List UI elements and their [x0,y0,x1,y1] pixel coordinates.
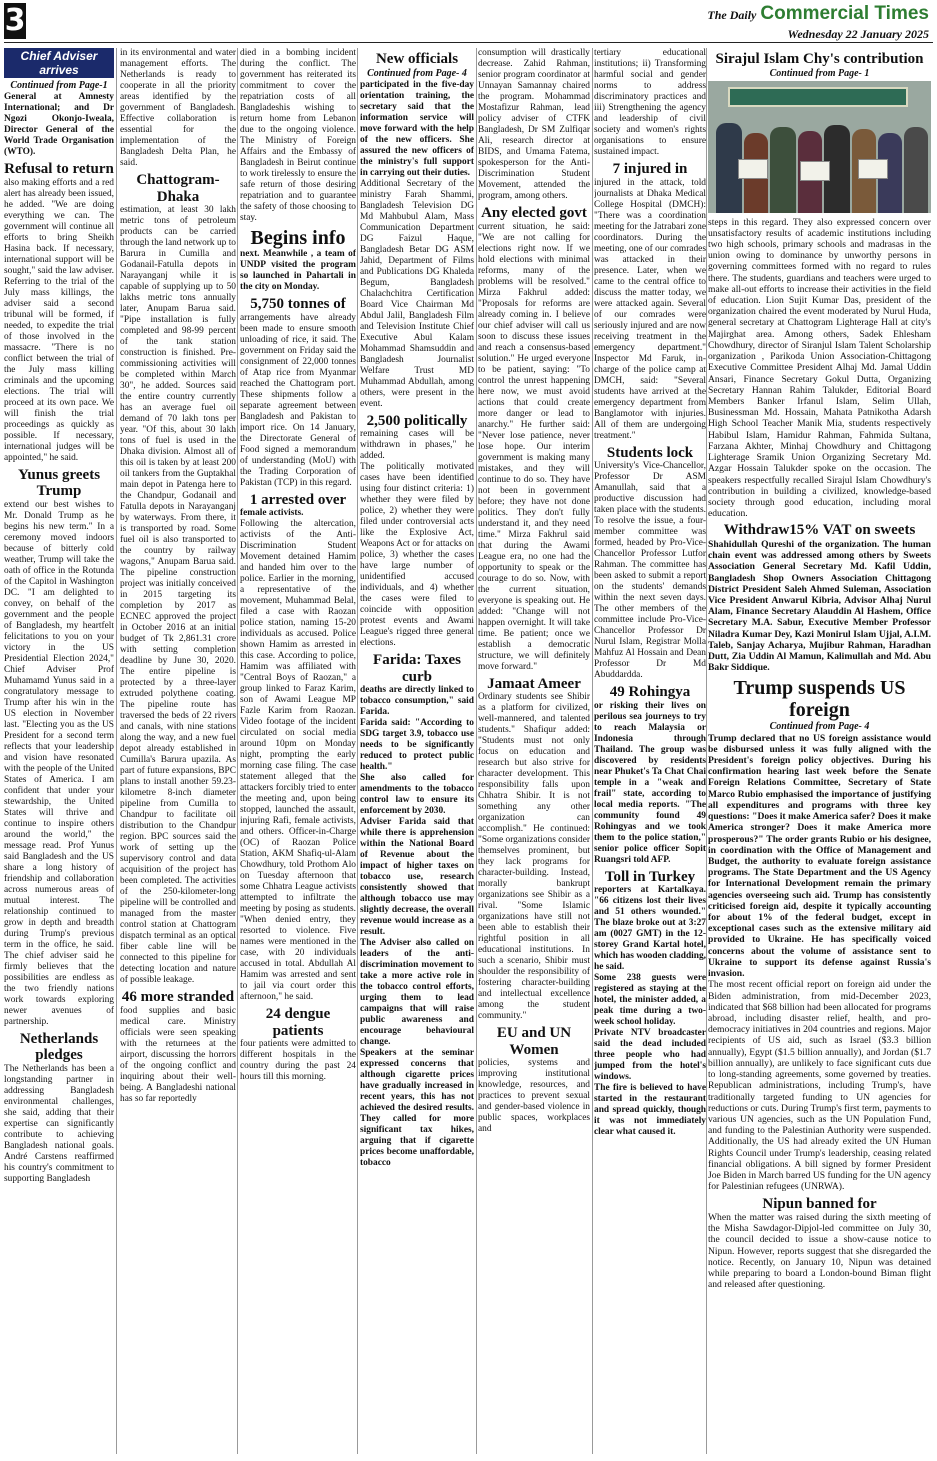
headline-chief-adviser: Chief Adviser arrives [4,48,114,78]
continued-label: Continued from Page- 4 [769,720,870,732]
article-text: When the matter was raised during the sixth meeting of the Misha Sawdagor-Dipjol-led committee on July 30, the council decided to issue a show-cause notice to Nipun. However, reports suggest that she disregarded the notice. Recently, on January 10, Nipun was detained while preparing to board a London-bound Biman flight and released after questioning. [708,1212,931,1291]
masthead [707,3,929,42]
article-text: remaining cases will be withdrawn in phases," he added. [360,429,474,461]
article-text: She also called for amendments to the tobacco control law to ensure its enforcement by 2030. [360,773,474,816]
article-text: Ordinary students see Shibir as a platform for civilized, well-mannered, and talented students." Shafiqur added: "Students must not only focus on education and research but also strive for character development. This responsibility falls upon Chhatra Shibir. It is not something any other organization can accomplish." He continued: "Some organizations consider themselves prominent, but they lack programs for character-building. Instead, morally bankrupt organizations see Shibir as a rival. "Some Islamic organizations have still not been able to establish their rightful position in all educational institutions. In such a scenario, Shibir must shoulder the responsibility of fostering character-building and intellectual excellence among the student community." [478,692,590,1021]
article-text: The fire is believed to have started in the restaurant and spread quickly, though it was not immediately clear what caused it. [594,1083,706,1137]
headline-politically: 2,500 politically [366,412,468,429]
article-text: arrangements have already been made to ensure smooth unloading of rice, it said. The government on Friday said the consignment of 22,000 tonnes of Atap rice from Myanmar reached the Chattogram port. These shipments follow a separate agreement between Bangladesh and Pakistan to import rice. On 14 January, the Directorate General of Food signed a memorandum of understanding (MoU) with the Trading Corporation of Pakistan (TCP) in this regard. [240,312,356,488]
article-text: Adviser Farida said that while there is apprehension within the National Board of Revenue about the impact of higher taxes on tobacco use, research consistently showed that although tobacco use may slightly decrease, the overall revenue would increase as a result. [360,817,474,937]
headline-yunus: Yunus greets Trump [17,466,101,499]
header-rule [4,42,933,43]
column-divider [357,48,358,1454]
headline-toll-turkey: Toll in Turkey [604,868,696,885]
column-divider [116,48,117,1454]
photo-certificate [738,159,768,179]
article-text: deaths are directly linked to tobacco consumption," said Farida. [360,685,474,717]
article-text: The most recent official report on foreign aid under the Biden administration, from mid-December 2023, indicated that $68 billion had been allocated for programs abroad, including disaster relief, health, and pro-democracy initiatives in 204 countries and regions. Major recipients of US aid, such as Israel ($3.3 billion annually), Egypt ($1.5 billion annually), and Jordan ($1.7 billion annually), are unlikely to face significant cuts due to long-standing agreements, some governed by treaties. Republican administrations, including Trump's, have traditionally targeted funding to UN agencies for reductions or cuts. During Trump's first term, payments to various UN agencies, such as the UN Population Fund, and funding to the Palestinian Authority were suspended. Additionally, the US had already exited the UN Human Rights Council under Trump's leadership, ceasing related financial obligations. A bill signed by former President Joe Biden in March barred US funding for the UN agency for Palestinian refugees (UNRWA). [708,979,931,1193]
article-text: Trump declared that no US foreign assistance would be disbursed unless it was fully aligned with the President's foreign policy objectives. During his confirmation hearing last week before the Senate Foreign Relations Committee, Secretary of State Marco Rubio emphasised the importance of justifying all expenditures and programs with three key questions: "Does it make America safer? Does it make America stronger? Does it make America more prosperous?" The order grants Rubio or his designee, in coordination with the Office of Management and Budget, the authority to evaluate foreign assistance programs. The State Department and the US Agency for International Development remain the primary agencies overseeing such aid. Trump has consistently criticised foreign aid, despite it typically accounting for about 1% of the federal budget, except in exceptional cases such as the extensive military aid provided to Ukraine. He has specifically voiced concerns about the volume of assistance sent to Ukraine to support its defense against Russia's invasion. [708,732,931,980]
headline-arrested: 1 arrested over [249,491,347,508]
article-text: extend our best wishes to Mr. Donald Trump as he begins his new term." In a ceremony moved indoors because of bitterly cold weather, Trump will take the oath of office in the Rotunda of the Capitol in Washington DC. "I am delighted to convey, on behalf of the government and the people of Bangladesh, my heartfelt felicitations to you on your victory in the US Presidential Election 2024," Chief Adviser Prof Muhamamd Yunus said in a congratulatory message to Trump after his win in the US election in November last. "Electing you as the US President for a second term reflects that your leadership and vision have resonated with the people of the United States of America. I am confident that under your stewardship, the United States will thrive and continue to inspire others around the world," the message read. Prof Yunus said Bangladesh and the US share a long history of friendship and collaboration across numerous areas of mutual interest. The relationship continued to grow in depth and breadth during Trump's previous term in the office, he said. The chief adviser said he firmly believes that the possibilities are endless as the two friendly nations work towards exploring newer avenues of partnership. [4,499,114,1027]
article-text: Shahidullah Qureshi of the organization. The human chain event was addressed among others by Sweets Association General Secretary Md. Kafil Uddin, Bangladesh Shop Owners Association Chittagong District President Saleh Ahmed Suleman, Association Vice President Anwarul Kibria, Advisor Alhaj Nurul Alam, Finance Secretary Alauddin Al Hashem, Office Secretary M.A. Sabur, Executive Member Professor Niladra Kumar Dey, Kazi Monirul Islam Ujjal, A.I.M. Taleb, Sanjay Acharya, Mujibur Rahman, Haradhan Dutt, Zia Uddin Al Mamun, Kalimullah and Md. Abu Bakr Siddique. [708,538,931,674]
column-7 [708,48,931,1454]
column-1 [4,48,114,1454]
article-text: General at Amnesty International; and Dr Ngozi Okonjo-Iweala, Director General of the World Trade Organisation (WTO). [4,92,114,157]
headline-netherlands: Netherlands pledges [19,1030,99,1063]
article-text: The Netherlands has been a longstanding partner in addressing Bangladesh environmental challenges, she said, adding that their expertise can significantly contribute to achieving Bangladesh national goals. André Carstens reaffirmed his country's commitment to supporting Bangladesh [4,1063,114,1184]
article-text: next. Meanwhile , a team of UNDP visited the program so launched in Pahartali in the city on Monday. [240,249,356,292]
article-text: in its environmental and water management efforts. The Netherlands is ready to cooperate in all the priority areas identified by the government of Bangladesh. Effective collaboration is essential for the implementation of the Bangladesh Delta Plan, he said. [120,48,236,168]
article-text: consumption will drastically decrease. Zahid Rahman, senior program coordinator at Unnayan Samannay chaired the program. Mohammad Mostafizur Rahman, lead policy adviser of CTFK Bangladesh, Dr SM Zulfiqar Ali, research director at BIDS, and Umama Fatema, spokesperson for the Anti-Discrimination Student Movement, attended the program, among others. [478,48,590,201]
headline-7-injured: 7 injured in [612,161,688,177]
headline-trump-suspends: Trump suspends US foreign [733,676,906,721]
article-text: Private NTV broadcaster said the dead included three people who had jumped from the hotel's windows. [594,1028,706,1082]
headline-refusal: Refusal to return [4,161,114,177]
headline-nipun: Nipun banned for [762,1195,877,1212]
photo-figure [770,127,796,213]
headline-rohingya: 49 Rohingya [609,684,691,700]
photo-banner [728,87,908,107]
page-number: 3 [4,3,26,38]
headline-jamaat: Jamaat Ameer [487,675,581,692]
article-text: current situation, he said: "We are not calling for elections right now. If we hold elections with minimal reforms, many of the problems will be resolved." Mirza Fakhrul added: "Proposals for reforms are already coming in. I believe our chief adviser will call us soon to discuss these issues and reach a consensus-based solution." He urged everyone to be patient, saying: "To control the unrest happening here now, we must avoid actions that could create more danger or lead to anarchy." He further said: "Never lose patience, never lose hope. Our interim government is making many mistakes, and they will continue to do so. They have not been in government before; they have not done politics. They don't fully understand it, and they need time." Mirza Fakhrul said that during the Awami League era, no one had the opportunity to speak or the courage to do so. Now, with the current situation, everyone is speaking out. He added: "Change will not happen overnight. It will take time. Be patient; once we establish a democratic structure, we will definitely move forward." [478,221,590,672]
headline-chattogram: Chattogram-Dhaka [136,172,220,205]
continued-label: Continued from Page-1 [10,80,108,91]
column-5 [478,48,590,1454]
article-text: Speakers at the seminar expressed concerns that although cigarette prices have gradually increased in recent years, this has not achieved the desired results. They called for more significant tax hikes, arguing that if cigarette prices become unaffordable, tobacco [360,1048,474,1168]
article-text: food supplies and basic medical care. Ministry officials were seen speaking with the returnees at the airport, discussing the horrors of the ongoing conflict and inquiring about their well-being. A Bangladeshi national has so far reportedly [120,1005,236,1104]
headline-begins-info: Begins info [250,227,346,249]
column-divider [592,48,593,1454]
column-divider [476,48,477,1454]
headline-sirajul: Sirajul Islam Chy's contribution [715,51,924,67]
headline-rice: 5,750 tonnes of [250,296,346,312]
headline-vat: Withdraw15% VAT on sweets [723,522,916,539]
photo-certificate [858,159,888,179]
headline-eu-un-women: EU and UN Women [496,1025,572,1058]
article-text: Some 238 guests were registered as staying at the hotel, the minister added, a peak time during a two-week school holiday. [594,973,706,1027]
column-6 [594,48,706,1454]
article-text: University's Vice-Chancellor, Professor Dr ASM Amanullah, said that a productive discussion had taken place with the students. To resolve the issue, a four-member committee was formed, headed by Pro-Vice-Chancellor Professor Lutfor Rahman. The committee has been asked to submit a report on the students' demands within the next seven days. The other members of the committee include Pro-Vice-Chancellor Professor Dr Nurul Islam, Registrar Molla Mahfuz Al Hossain and Dean Professor Dr Md Abuddardda. [594,461,706,680]
article-text: estimation, at least 30 lakh metric tons of petroleum products can be carried through the land network up to Barura in Cumilla and Godanail-Fatulla depots in Narayanganj while it is capable of supplying up to 50 lakhs metric tons annually later, Anupam Barua said. "Pipe installation is fully completed and 98-99 percent of the tank station construction is finished. Pre-commissioning activities will be completed within March 30", he added. Sources said the entire country currently has an average fuel oil demand of 70 lakh tons per year. "Of this, about 30 lakh tons of fuel is used in the Dhaka division. Almost all of this oil is taken by at least 200 oil tankers from the Guptakhal main depot in Patenga here to the Chandpur, Godanail and Fatulla depots in Narayanganj by waterways. From there, it is transported by road. Some fuel oil is also transported to the country by railway wagons," Anupam Barua said. The pipeline construction project was initially conceived in 2015 targeting its completion by 2017 as ECNEC approved the project in October 2016 at an initial budget of Tk 2,861.31 crore with setting completion deadline by June 30, 2020. The entire pipeline is protected by a three-layer extruded polythene coating. The pipeline route has traversed the beds of 22 rivers and canals, with nine stations along the way, and a new fuel depot already established in Cumilla's Barura upazila. As part of future expansions, BPC plans to install another 59.23-kilometre 8-inch diameter pipeline from Cumilla to Chandpur to facilitate oil distribution to the Chandpur region. BPC sources said the work of setting up the supervisory control and data acquisition of the project has been completed. The activities of the 250-kilometer-long pipeline will be controlled and managed from the master control station at Chattogram dispatch terminal as an optical fiber cable line will be connected to this pipeline for detecting location and nature of possible leakage. [120,205,236,985]
column-4 [360,48,474,1454]
headline-dengue: 24 dengue patients [265,1006,331,1039]
article-text: The politically motivated cases have been identified using four distinct criteria: 1) whether they were filed by police, 2) whether they were filed under controversial acts like the Explosive Act, Weapons Act or for attacks on police, 3) whether the cases have large number of unidentified accused individuals, and 4) whether the cases were filed to coincide with opposition protest events and Awami League's rigged three general elections. [360,462,474,648]
article-text: participated in the five-day orientation training, the secretary said that the information service will move forward with the help of the new officers. She assured the new officers of the ministry's full support in carrying out their duties. [360,79,474,178]
column-divider [706,48,707,1454]
column-divider [237,48,238,1454]
continued-label: Continued from Page- 1 [769,67,870,79]
photo-certificate [800,161,830,181]
masthead-date: Wednesday 22 January 2025 [787,27,929,41]
article-text: four patients were admitted to different hospitals in the country during the past 24 hours till this morning. [240,1039,356,1082]
event-photo [708,81,931,213]
headline-new-officials: New officials [375,51,459,67]
article-text: injured in the attack, told journalists at Dhaka Medical College Hospital (DMCH): "There was a coordination meeting for the Jatrabari zone coordinators. During the meeting, one of our comrades was attacked in their presence. Later, when we came to the central office to discuss the matter today, we were attacked again. Several of our comrades were seriously injured and are now receiving treatment in the emergency department." Inspector Md Faruk, in-charge of the police camp at DMCH, said: "Several students have arrived at the emergency department from Banglamotor with injuries. All of them are undergoing treatment." [594,177,706,441]
article-text: Farida said: "According to SDG target 3.9, tobacco use needs to be significantly reduced to protect public health." [360,718,474,772]
article-text: reporters at Kartalkaya. "66 citizens lost their lives and 51 others wounded." The blaze broke out at 3:27 am (0027 GMT) in the 12-storey Grand Kartal hotel, which has wooden cladding, he said. [594,885,706,972]
headline-farida: Farida: Taxes curb [373,652,461,685]
photo-figure [904,127,928,213]
article-text: or risking their lives on perilous sea journeys to try to reach Malaysia or Indonesia through Thailand. The group was discovered by residents near Phuket's Ta Chat Chai temple in a "weak and frail" state, according to local media reports. "The community found 49 Rohingyas and we took them to the police station," senior police officer Sopit Ruangsri told AFP. [594,700,706,865]
article-text: died in a bombing incident during the conflict. The government has reiterated its commitment to cover the repatriation costs of all Bangladeshis wishing to return home from Lebanon due to the ongoing violence. The Ministry of Foreign Affairs and the Embassy of Bangladesh in Beirut continue to work tirelessly to ensure the safe return of those desiring repatriation and to guarantee the safety of those choosing to stay. [240,48,356,223]
headline-46-stranded: 46 more stranded [121,989,235,1005]
article-text: also making efforts and a red alert has already been issued, he added. "We are doing everything we can. The government will continue all efforts to bring Sheikh Hasina back. If necessary, international support will be sought," said the law adviser. Referring to the trial of the July mass killings, the adviser said a second tribunal will be formed, if needed, to expedite the trial of those involved in the massacre. "There is no conflict between the trial of the July mass killing criminals and the upcoming elections. The trial will proceed at its own pace. We will finish the trial proceedings as quickly as possible. If necessary, international judges will be appointed," he said. [4,177,114,463]
article-text: policies, systems and improving institutional knowledge, resources, and practices to prevent sexual and gender-based violence in public spaces, workplaces and [478,1058,590,1134]
article-text: steps in this regard. They also expressed concern over unsatisfactory results of academic institutions including two high schools, primary schools and madrasas in the union owing to dominance by unworthy persons in governing committees formed with no regard to rules there. The students, guardians and teachers were urged to make all-out efforts to increase their activities in the field of education. Lion Sujit Kumar Das, president of the organization chaired the event moderated by Nurul Huda, general secretary at Chattogram Lighterage Hall at city's Majirghat area. Among others, Sadek Ehlesham Chowdhury, director of Siranjul Islam Talent Scholarship organization , Parikoda Union Association-Chittagong Executive Committee President Alhaj Md. Jamal Uddin Ansari, Finance Secretary Gokul Dutta, Organizing Secretary Hannan Rahim Talukder, Editorial Board Members Banker Irfanul Islam, Selim Ullah, Businessman Md. Hossain, Mahata Patnikotha Adarsh High School Teacher Manik Mia, students respectively Habibul Islam, Hamidur Rahman, Fahmida Sultana, Farzana Akhter, Minhaj Chowdhury and Chittagong Lighterage Sramik Union Organizing Secretary Md. Azgar Hossain Talukder spoke on the occasion. The speakers respectfully recalled Sirajul Islam Chowdhury's contribution in building a civilized, knowledge-based society through good education, including moral education. [708,216,931,520]
column-3 [240,48,356,1454]
article-text: Following the altercation, activists of the Anti-Discrimination Student Movement detained Hamim and handed him over to the police. Earlier in the morning, a representative of the movement, Muhammad Belal, filed a case with Raozan police station, naming 15-20 individuals as accused. Police shown Hamim as arrested in this case. According to police, Hamim was affiliated with "Central Boys of Raozan," a group linked to Faraz Karim, son of Awami League MP Fazle Karim from Raozan. Video footage of the incident circulated on social media around 10pm on Monday night, prompting the early morning case filing. The case statement alleged that the attackers forcibly tried to enter the meeting and, upon being stopped, launched the assault, injuring Rafi, female activists, and others. Officer-in-Charge (OC) of Raozan Police Station, AKM Shafiq-ul-Alam Chowdhury, told Prothom Alo on Tuesday afternoon that some Chhatra League activists attempted to infiltrate the meeting by posing as students. "When denied entry, they resorted to violence. Five names were mentioned in the case, with 20 individuals accused in total. Abdullah Al Hamim was arrested and sent to jail via court order this afternoon," he said. [240,519,356,1002]
headline-any-elected: Any elected govt [481,205,587,221]
article-text: The Adviser also called on leaders of the anti-discrimination movement to take a more active role in the tobacco control efforts, urging them to lead campaigns that will raise public awareness and encourage behavioural change. [360,938,474,1047]
article-text: tertiary educational institutions; ii) Transforming harmful social and gender norms to address discriminatory practices and iii) Strengthening the agency and leadership of civil society and women's rights organisations to ensure sustained impact. [594,48,706,157]
continued-label: Continued from Page- 4 [367,67,467,79]
masthead-pre: The Daily [707,8,757,22]
article-text: female activists. [240,508,304,518]
masthead-name: Commercial Times [760,3,929,24]
column-2 [120,48,236,1454]
headline-students-lock: Students lock [606,444,694,461]
article-text: Additional Secretary of the ministry Farah Shammi, Bangladesh Television DG Md Mahbubul Alam, Mass Communication Department DG Faizul Haque, Bangladesh Betar DG ASM Jahid, Department of Films and Publications DG Khaleda Begum, Bangladesh Chalachchitra Certification Board Vice Chairman Md Abdul Jalil, Bangladesh Film and Television Institute Chief Executive Abul Kalam Mohammad Shamsuddin and Bangladesh Journalist Welfare Trust MD Muhammad Abdullah, among others, were present in the event. [360,178,474,409]
